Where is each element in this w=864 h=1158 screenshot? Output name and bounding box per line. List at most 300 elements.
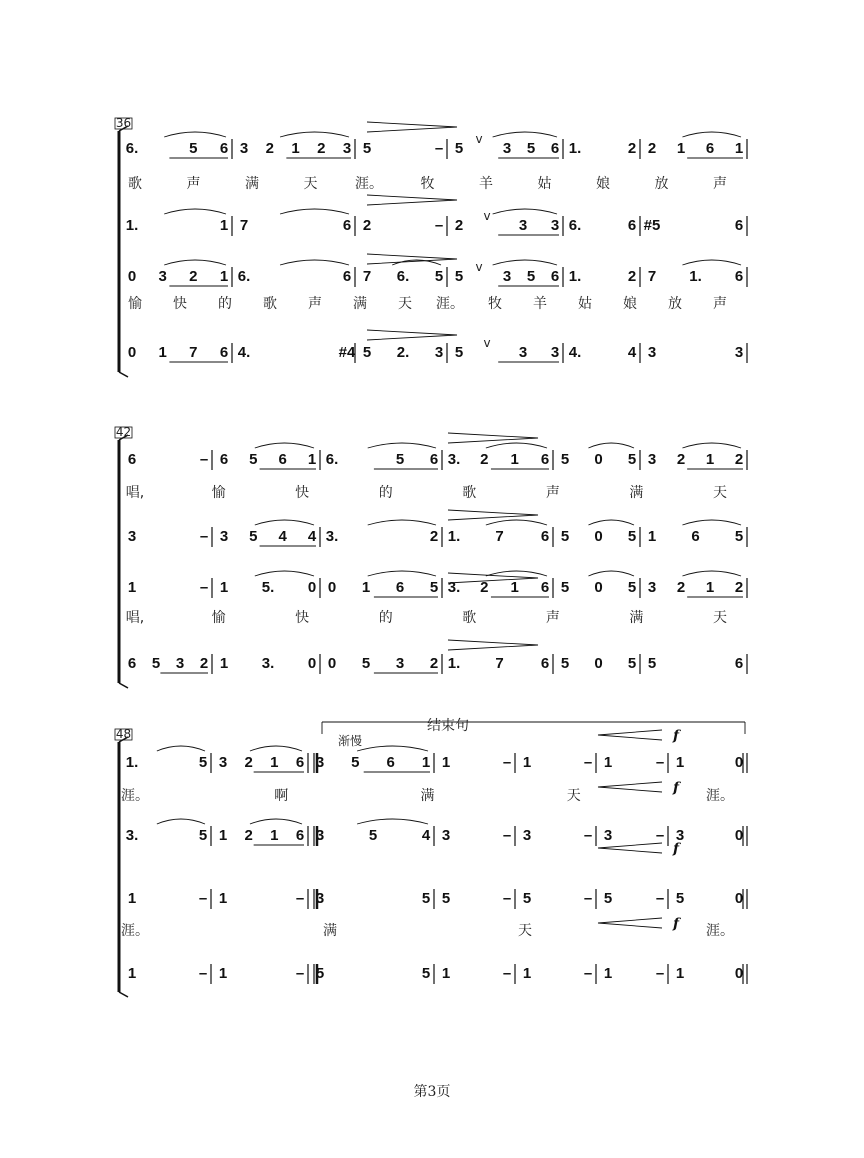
- note: 2: [317, 140, 326, 157]
- lyric-word: 天: [713, 485, 727, 501]
- note: 2: [734, 579, 744, 596]
- note: 5: [560, 528, 570, 545]
- note: 5: [675, 890, 685, 907]
- note: 3.: [325, 528, 339, 545]
- lyric-word: 声: [545, 610, 560, 626]
- note: 5: [249, 451, 258, 468]
- page-number: 第3页: [413, 1084, 451, 1100]
- note: 0: [127, 268, 137, 285]
- lyric-word: 满: [629, 485, 644, 501]
- note: 5: [454, 140, 464, 157]
- lyric-word: 歌: [128, 176, 142, 192]
- note: 2: [627, 268, 637, 285]
- lyric-word: 满: [245, 176, 259, 192]
- ritardando-mark: 渐慢: [337, 734, 363, 748]
- note: 1: [219, 217, 229, 234]
- note: 3: [647, 579, 657, 596]
- note: 5: [526, 268, 536, 285]
- note: 1: [647, 528, 657, 545]
- dynamic-forte: f: [672, 916, 680, 932]
- hairpin: [448, 573, 538, 583]
- note: 2: [676, 579, 686, 596]
- note: 1: [219, 268, 229, 285]
- dash: –: [655, 754, 665, 771]
- note: 5.: [261, 579, 275, 596]
- slur: [368, 443, 436, 448]
- lyric-word: 天: [713, 610, 727, 626]
- slur: [280, 209, 349, 214]
- note: 1.: [568, 140, 582, 157]
- note: 6: [127, 655, 137, 672]
- note: 3: [522, 827, 532, 844]
- note: 0: [594, 579, 603, 596]
- lyric-word: 的: [218, 296, 232, 312]
- note: 2: [244, 827, 253, 844]
- breath-mark: v: [475, 132, 483, 146]
- note: 6: [540, 451, 550, 468]
- note: 1: [307, 451, 317, 468]
- note: 6: [127, 451, 137, 468]
- note: 6: [734, 655, 744, 672]
- note: 5: [421, 890, 431, 907]
- note: 5: [560, 451, 570, 468]
- breath-mark: v: [483, 336, 491, 350]
- note: 6: [691, 528, 700, 545]
- note: 1: [522, 754, 532, 771]
- note: 3: [647, 451, 657, 468]
- hairpin: [367, 195, 457, 205]
- note: 1.: [447, 528, 461, 545]
- hairpin: [448, 433, 538, 443]
- note: 1: [705, 579, 715, 596]
- note: 5: [526, 140, 536, 157]
- note: 3.: [125, 827, 139, 844]
- hairpin: [367, 254, 457, 264]
- note: 3: [518, 344, 528, 361]
- note: 1: [291, 140, 300, 157]
- note: 1: [676, 140, 686, 157]
- breath-mark: v: [475, 260, 483, 274]
- dynamic-forte: f: [672, 841, 680, 857]
- note: 3: [219, 528, 229, 545]
- bracket-bottom: [119, 683, 128, 688]
- note: 0: [734, 827, 744, 844]
- lyric-word: 声: [545, 485, 560, 501]
- note: 3: [342, 140, 352, 157]
- slur: [682, 520, 741, 525]
- note: 1.: [447, 655, 461, 672]
- note: 6: [386, 754, 395, 771]
- note: 1: [510, 579, 519, 596]
- slur: [357, 819, 428, 824]
- note: 6: [342, 268, 352, 285]
- note: 5: [454, 268, 464, 285]
- lyric-word: 歌: [462, 610, 477, 626]
- note: 1: [675, 965, 685, 982]
- lyric-word: 声: [186, 176, 201, 192]
- note: 6: [540, 579, 550, 596]
- note: 0: [594, 528, 603, 545]
- hairpin: [448, 510, 538, 520]
- note: 4: [627, 344, 637, 361]
- lyric-word: 愉: [128, 296, 142, 312]
- note: 6: [734, 268, 744, 285]
- dynamic-forte: f: [672, 780, 680, 796]
- slur: [250, 746, 302, 751]
- slur: [486, 520, 547, 525]
- note: 6: [342, 217, 352, 234]
- slur: [164, 209, 226, 214]
- note: 3: [734, 344, 744, 361]
- hairpin: [367, 330, 457, 340]
- slur: [164, 132, 226, 137]
- lyric-word: 天: [518, 923, 532, 939]
- note: 3: [550, 217, 560, 234]
- note: 3: [434, 344, 444, 361]
- crescendo-hairpin: [598, 782, 662, 792]
- dash: –: [583, 965, 593, 982]
- dash: –: [434, 140, 444, 157]
- crescendo-hairpin: [598, 730, 662, 740]
- lyric-word: 的: [378, 610, 393, 626]
- note: 6: [295, 754, 305, 771]
- note: 0: [327, 655, 337, 672]
- note: 3.: [447, 579, 461, 596]
- note: 5: [560, 579, 570, 596]
- dash: –: [583, 890, 593, 907]
- note: 6.: [325, 451, 339, 468]
- note: 6: [550, 268, 560, 285]
- bracket-bottom: [119, 992, 128, 997]
- lyric-word: 天: [398, 296, 412, 312]
- note: 0: [734, 890, 744, 907]
- lyric-word: 声: [713, 176, 727, 192]
- note: 1: [127, 965, 137, 982]
- note: 7: [647, 268, 657, 285]
- lyric-word: 涯。: [436, 296, 464, 312]
- note: 2: [627, 140, 637, 157]
- note: 5: [647, 655, 657, 672]
- slur: [280, 260, 349, 265]
- note: 5: [198, 754, 208, 771]
- note: 0: [594, 655, 603, 672]
- note: 2: [189, 268, 198, 285]
- dash: –: [502, 827, 512, 844]
- note: 4.: [237, 344, 251, 361]
- note: 5: [189, 140, 198, 157]
- slur: [157, 819, 205, 824]
- slur: [255, 571, 314, 576]
- note: 0: [307, 579, 317, 596]
- note: 3: [647, 344, 657, 361]
- note: 1: [675, 754, 685, 771]
- note: 6: [295, 827, 305, 844]
- slur: [588, 443, 634, 448]
- lyric-word: 涯。: [355, 176, 383, 192]
- note: 1.: [125, 217, 139, 234]
- bracket-bottom: [119, 372, 128, 377]
- note: 1: [441, 965, 451, 982]
- note: 4: [421, 827, 431, 844]
- note: 5: [361, 655, 371, 672]
- dash: –: [502, 890, 512, 907]
- note: 6.: [237, 268, 251, 285]
- lyric-word: 满: [323, 923, 337, 939]
- slur: [357, 746, 428, 751]
- note: 3: [239, 140, 249, 157]
- lyric-word: 啊: [274, 788, 289, 804]
- lyric-word: 歌: [462, 485, 477, 501]
- note: 0: [594, 451, 603, 468]
- dash: –: [199, 451, 209, 468]
- lyric-word: 满: [353, 296, 367, 312]
- note: 5: [198, 827, 208, 844]
- lyric-word: 涯。: [121, 923, 149, 939]
- note: 5: [603, 890, 613, 907]
- slur: [588, 571, 634, 576]
- note: 1: [270, 827, 279, 844]
- lyric-word: 牧: [420, 176, 435, 192]
- note: 1.: [689, 268, 702, 285]
- note: 1: [522, 965, 532, 982]
- slur: [682, 443, 741, 448]
- note: 3: [502, 140, 512, 157]
- lyric-word: 愉: [211, 485, 226, 501]
- dash: –: [199, 579, 209, 596]
- note: 5: [627, 655, 637, 672]
- slur: [157, 746, 205, 751]
- dash: –: [655, 827, 665, 844]
- note: 1: [441, 754, 451, 771]
- note: 6.: [396, 268, 410, 285]
- note: 1: [705, 451, 715, 468]
- note: 5: [734, 528, 744, 545]
- lyric-word: 愉: [211, 610, 226, 626]
- lyric-word: 牧: [488, 296, 502, 312]
- score-lines: [115, 118, 747, 997]
- note: 5: [249, 528, 258, 545]
- lyric-word: 天: [566, 788, 581, 804]
- lyric-word: 快: [173, 296, 187, 312]
- note: 5: [151, 655, 161, 672]
- note: 6: [219, 344, 229, 361]
- lyric-word: 姑: [537, 176, 552, 192]
- lyric-word: 的: [378, 485, 393, 501]
- note: 1: [734, 140, 744, 157]
- note: 1: [361, 579, 371, 596]
- note: 2: [199, 655, 209, 672]
- note: 3: [441, 827, 451, 844]
- slur: [493, 209, 557, 214]
- lyric-word: 羊: [533, 296, 547, 312]
- lyric-word: 涯。: [121, 788, 149, 804]
- lyric-word: 快: [295, 610, 310, 626]
- note: 1: [218, 965, 228, 982]
- note: 2: [454, 217, 464, 234]
- lyric-word: 涯。: [706, 788, 734, 804]
- note: 1: [219, 655, 229, 672]
- note: 3.: [261, 655, 275, 672]
- note: 2: [647, 140, 657, 157]
- note: 1: [603, 754, 613, 771]
- note: 6: [219, 140, 229, 157]
- note: #5: [643, 217, 661, 234]
- dash: –: [198, 890, 208, 907]
- note: 7: [189, 344, 198, 361]
- note: 6.: [568, 217, 582, 234]
- dash: –: [655, 890, 665, 907]
- breath-mark: v: [483, 209, 491, 223]
- ending-label: 结束句: [427, 718, 469, 734]
- note: 5: [351, 754, 360, 771]
- note: 1: [270, 754, 279, 771]
- dash: –: [502, 965, 512, 982]
- slur: [493, 260, 557, 265]
- note: 3: [550, 344, 560, 361]
- note: 5: [627, 528, 637, 545]
- note: 3: [158, 268, 167, 285]
- note: 5: [315, 965, 325, 982]
- dash: –: [198, 965, 208, 982]
- note: 3: [395, 655, 405, 672]
- note: 3: [315, 827, 325, 844]
- note: 2: [244, 754, 253, 771]
- note: 3: [127, 528, 137, 545]
- note: 6: [627, 217, 637, 234]
- note: 0: [127, 344, 137, 361]
- note: 0: [734, 965, 744, 982]
- slur: [280, 132, 349, 137]
- dash: –: [655, 965, 665, 982]
- note: 2: [734, 451, 744, 468]
- note: 2: [429, 655, 439, 672]
- note: 6: [540, 655, 550, 672]
- note: 3: [603, 827, 613, 844]
- note: 7: [495, 528, 504, 545]
- note: 5: [421, 965, 431, 982]
- note: 6.: [125, 140, 139, 157]
- slur: [368, 520, 436, 525]
- lyric-word: 涯。: [706, 923, 734, 939]
- note: 6: [278, 451, 287, 468]
- note: 1.: [125, 754, 139, 771]
- slur: [255, 443, 314, 448]
- slur: [588, 520, 634, 525]
- lyric-word: 唱,: [125, 610, 145, 626]
- note: 3: [315, 890, 325, 907]
- note: 4: [278, 528, 287, 545]
- note: 6: [705, 140, 715, 157]
- slur: [682, 132, 741, 137]
- lyric-word: 满: [629, 610, 644, 626]
- note: 7: [239, 217, 249, 234]
- lyric-word: 满: [420, 788, 435, 804]
- note: 6: [540, 528, 550, 545]
- note: 5: [560, 655, 570, 672]
- dash: –: [199, 528, 209, 545]
- note: 3: [218, 754, 228, 771]
- note: 4.: [568, 344, 582, 361]
- note: 3: [502, 268, 512, 285]
- lyric-word: 娘: [596, 176, 610, 192]
- dynamic-forte: f: [672, 728, 680, 744]
- note: 1: [218, 890, 228, 907]
- note: 0: [307, 655, 317, 672]
- note: 7: [495, 655, 504, 672]
- slur: [368, 571, 436, 576]
- note: 1.: [568, 268, 582, 285]
- note: 5: [395, 451, 405, 468]
- note: 1: [218, 827, 228, 844]
- note: 5: [362, 140, 372, 157]
- note: 7: [362, 268, 372, 285]
- note: #4: [338, 344, 356, 361]
- lyric-word: 快: [295, 485, 310, 501]
- note: 5: [522, 890, 532, 907]
- slur: [486, 443, 547, 448]
- lyric-word: 声: [713, 296, 727, 312]
- note: 0: [734, 754, 744, 771]
- note: 5: [627, 579, 637, 596]
- crescendo-hairpin: [598, 918, 662, 928]
- slur: [250, 819, 302, 824]
- dash: –: [583, 754, 593, 771]
- note: 3: [175, 655, 185, 672]
- note: 1: [158, 344, 167, 361]
- slur: [682, 260, 741, 265]
- note: 5: [368, 827, 378, 844]
- lyric-word: 姑: [578, 296, 592, 312]
- note: 6: [429, 451, 439, 468]
- note: 6: [550, 140, 560, 157]
- note: 1: [421, 754, 431, 771]
- note: 1: [127, 579, 137, 596]
- note: 3: [675, 827, 685, 844]
- crescendo-hairpin: [598, 843, 662, 853]
- dash: –: [295, 965, 305, 982]
- dash: –: [502, 754, 512, 771]
- note: 4: [307, 528, 317, 545]
- lyric-word: 放: [668, 296, 682, 312]
- note: 2: [480, 579, 489, 596]
- note: 3.: [447, 451, 461, 468]
- note: 2: [480, 451, 489, 468]
- lyric-word: 放: [654, 176, 669, 192]
- lyric-word: 天: [303, 176, 318, 192]
- lyric-word: 娘: [623, 296, 637, 312]
- note: 3: [518, 217, 528, 234]
- note: 3: [315, 754, 325, 771]
- lyric-word: 声: [308, 296, 322, 312]
- note: 5: [441, 890, 451, 907]
- note: 6: [395, 579, 405, 596]
- dash: –: [434, 217, 444, 234]
- note: 2.: [396, 344, 410, 361]
- dash: –: [295, 890, 305, 907]
- note: 1: [127, 890, 137, 907]
- measure-number: 48: [115, 727, 132, 741]
- lyric-word: 唱,: [125, 485, 145, 501]
- hairpin: [367, 122, 457, 132]
- note: 2: [429, 528, 439, 545]
- note: 5: [434, 268, 444, 285]
- note: 1: [603, 965, 613, 982]
- dash: –: [583, 827, 593, 844]
- slur: [682, 571, 741, 576]
- note: 0: [327, 579, 337, 596]
- note: 1: [219, 579, 229, 596]
- hairpin: [448, 640, 538, 650]
